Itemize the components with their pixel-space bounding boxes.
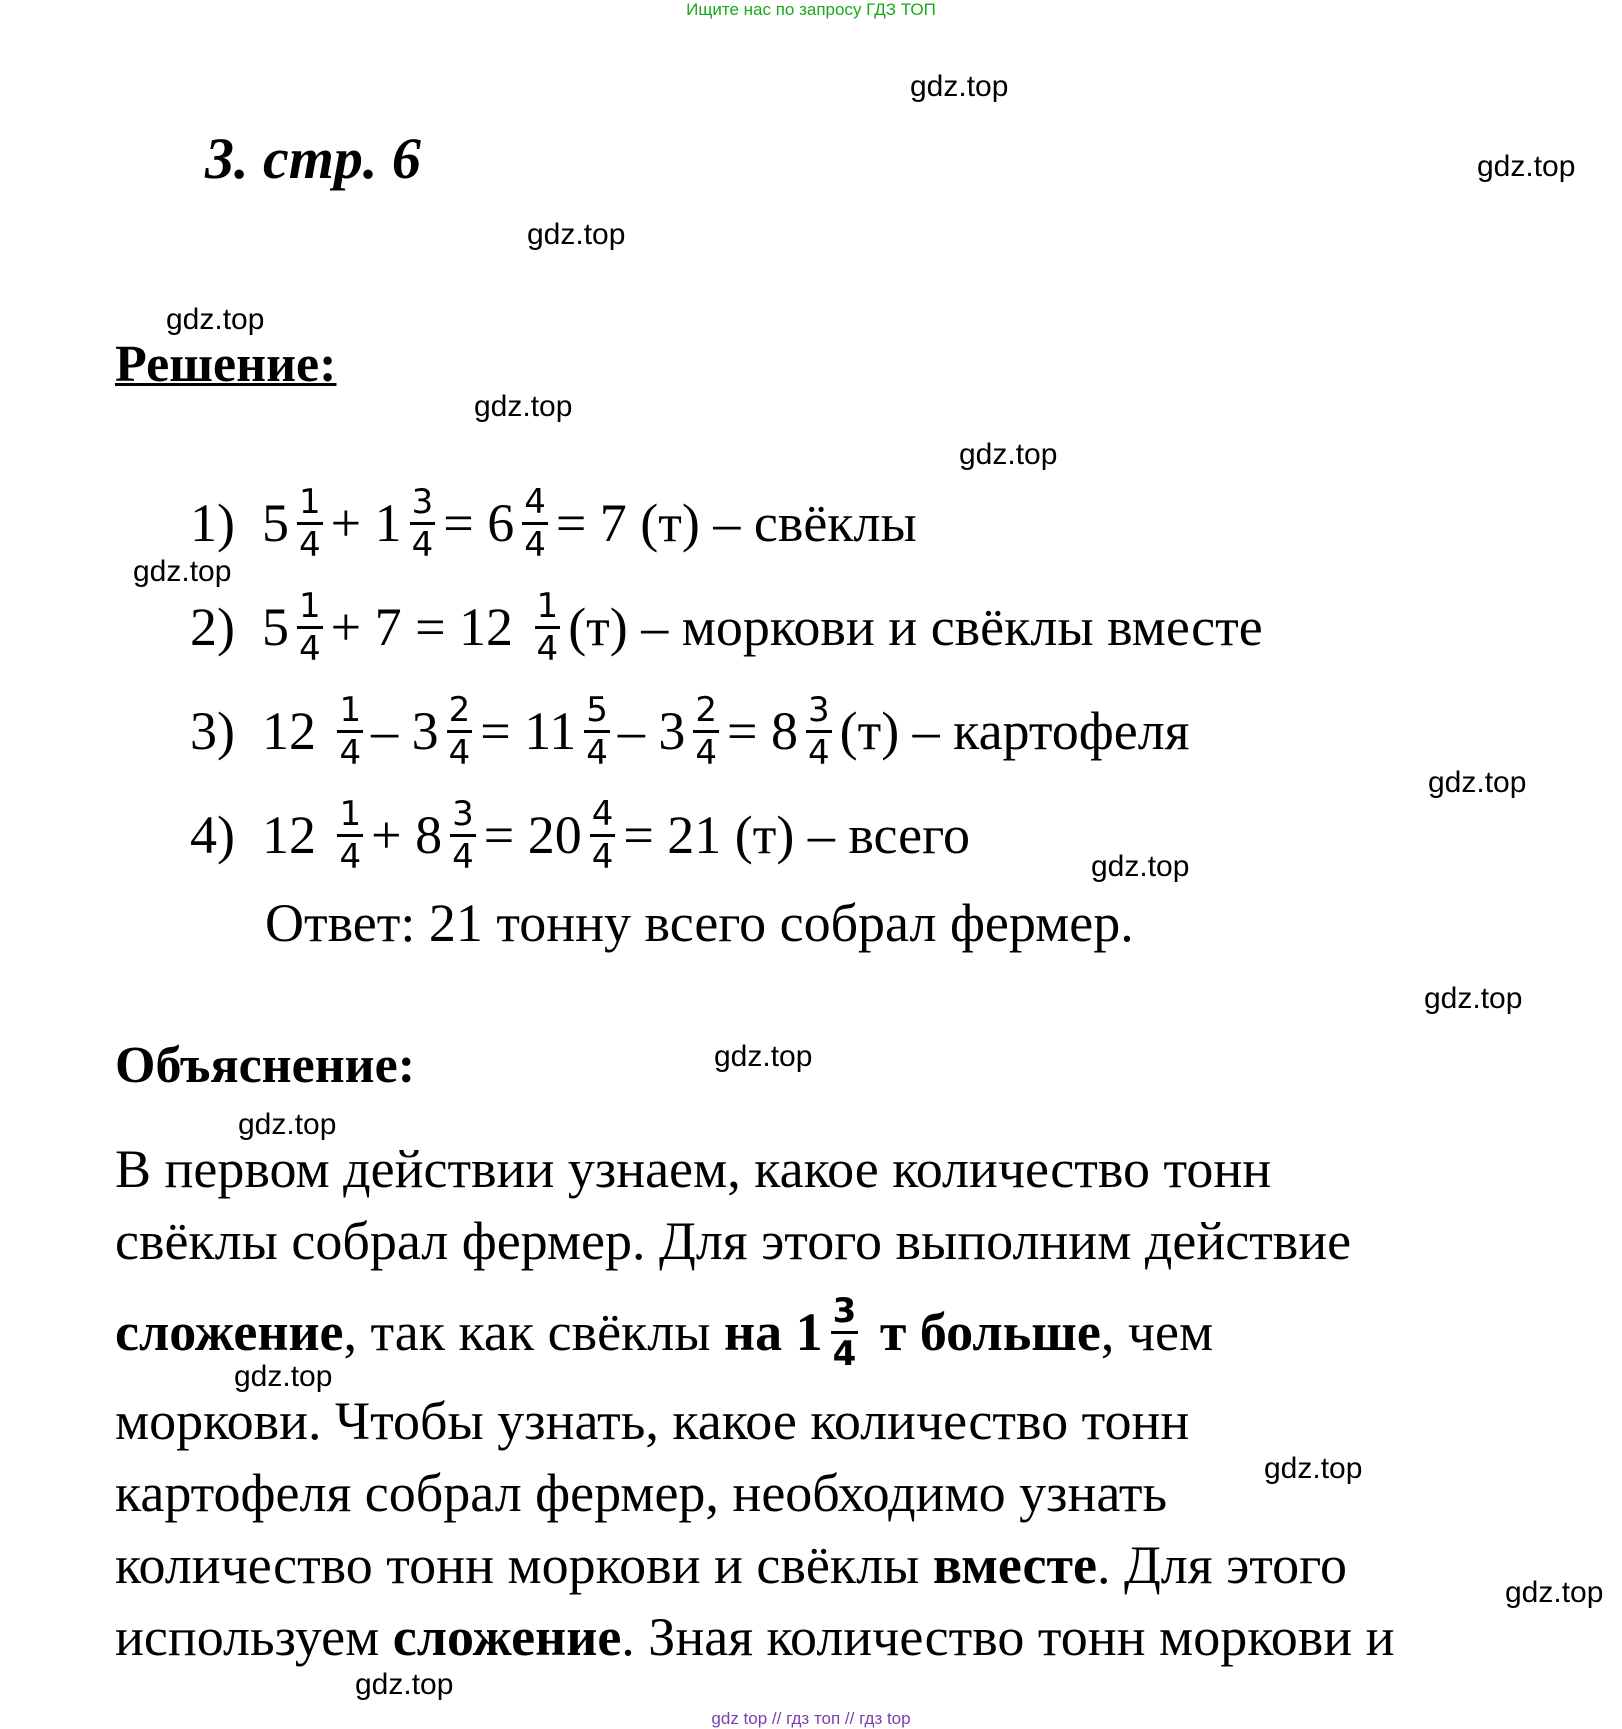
step-result: (т) – моркови и свёклы вместе xyxy=(568,597,1263,657)
watermark: gdz.top xyxy=(234,1360,333,1393)
step-4: 4) 12 $\frac{1}{4}$ + 8 $\frac{3}{4}$ = 20 $\frac{4}{4}$ = 21 (т) – всего xyxy=(190,793,970,877)
explanation-title: Объяснение: xyxy=(115,1037,416,1094)
step-label: 3) xyxy=(190,701,235,761)
step-2: 2) 5 $\frac{1}{4}$ + 7 = 12 $\frac{1}{4}$ (т) – моркови и свёклы вместе xyxy=(190,585,1263,669)
watermark: gdz.top xyxy=(910,70,1009,103)
step-result: (т) – картофеля xyxy=(839,701,1190,761)
fraction: $\frac{1}{4}$ xyxy=(339,689,362,773)
step-label: 2) xyxy=(190,597,235,657)
explanation-line-2: свёклы собрал фермер. Для этого выполним действие xyxy=(115,1211,1352,1271)
explanation-line-5: картофеля собрал фермер, необходимо узнать xyxy=(115,1463,1168,1523)
watermark: gdz.top xyxy=(1424,982,1523,1015)
fraction: $\frac{4}{4}$ xyxy=(591,793,614,877)
fraction: $\frac{3}{4}$ xyxy=(452,793,474,877)
explanation-line-1: В первом действии узнаем, какое количество тонн xyxy=(115,1139,1272,1199)
watermark: gdz.top xyxy=(1264,1452,1363,1485)
watermark: gdz.top xyxy=(133,555,232,588)
watermark: gdz.top xyxy=(238,1108,337,1141)
fraction: $\frac{3}{4}$ xyxy=(411,481,434,565)
fraction: $\frac{2}{4}$ xyxy=(448,689,471,773)
step-label: 1) xyxy=(190,493,235,553)
footer: gdz top // гдз топ // гдз top xyxy=(711,1709,911,1728)
answer-text: Ответ: 21 тонну всего собрал фермер. xyxy=(265,893,1134,953)
page-heading: 3. стр. 6 xyxy=(205,126,421,191)
step-1: 1) 5 $\frac{1}{4}$ + 1 $\frac{3}{4}$ = 6 $\frac{4}{4}$ = 7 (т) – свёклы xyxy=(190,481,917,565)
watermark: gdz.top xyxy=(1505,1576,1604,1609)
explanation-line-3: сложение , так как свёклы на 1 $\frac{3}{4}$ т больше , чем xyxy=(115,1290,1214,1374)
watermark: gdz.top xyxy=(714,1040,813,1073)
fraction: $\frac{1}{4}$ xyxy=(339,793,362,877)
fraction: $\frac{1}{4}$ xyxy=(298,585,321,669)
explanation-line-7: используем сложение. Зная количество тонн моркови и xyxy=(115,1607,1395,1667)
watermark: gdz.top xyxy=(355,1668,454,1701)
fraction: $\frac{3}{4}$ xyxy=(807,689,830,773)
explanation-line-6: количество тонн моркови и свёклы вместе. Для этого xyxy=(115,1535,1347,1595)
watermark: gdz.top xyxy=(1091,850,1190,883)
fraction: $\frac{4}{4}$ xyxy=(524,481,546,565)
watermark: gdz.top xyxy=(959,438,1058,471)
whole-number: 5 xyxy=(261,493,289,553)
top-banner: Ищите нас по запросу ГДЗ ТОП xyxy=(686,0,936,19)
step-label: 4) xyxy=(190,805,235,865)
step-result: = 7 (т) – свёклы xyxy=(555,493,917,553)
fraction: $\frac{2}{4}$ xyxy=(695,689,717,773)
watermark: gdz.top xyxy=(166,303,265,336)
step-result: = 21 (т) – всего xyxy=(623,805,970,865)
fraction: $\frac{1}{4}$ xyxy=(298,481,321,565)
watermark: gdz.top xyxy=(527,218,626,251)
watermark: gdz.top xyxy=(474,390,573,423)
fraction: $\frac{5}{4}$ xyxy=(586,689,608,773)
fraction: $\frac{3}{4}$ xyxy=(832,1290,857,1374)
explanation-line-4: моркови. Чтобы узнать, какое количество тонн xyxy=(115,1391,1190,1451)
step-3: 3) 12 $\frac{1}{4}$ – 3 $\frac{2}{4}$ = 11 $\frac{5}{4}$ – 3 $\frac{2}{4}$ = 8 $\frac{3}{4}$ (т) – картофеля xyxy=(190,689,1190,773)
fraction: $\frac{1}{4}$ xyxy=(536,585,559,669)
watermark: gdz.top xyxy=(1428,766,1527,799)
solution-title: Решение: xyxy=(115,336,337,393)
watermark: gdz.top xyxy=(1477,150,1576,183)
